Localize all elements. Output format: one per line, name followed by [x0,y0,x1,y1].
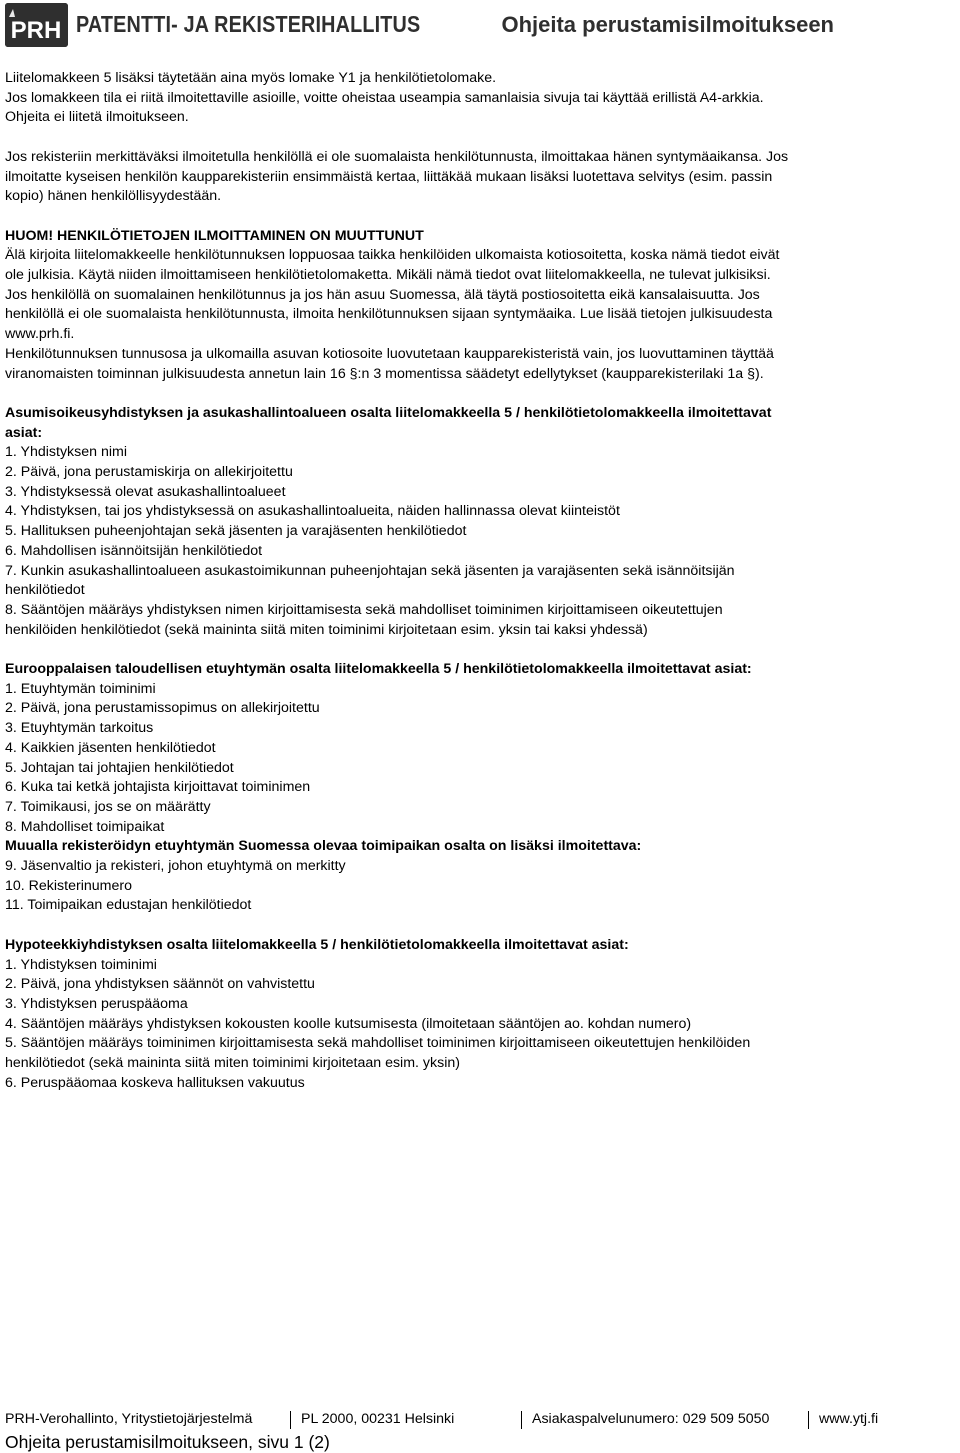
eeig-sub-heading: Muualla rekisteröidyn etuyhtymän Suomessa olevaa toimipaikan osalta on lisäksi ilmoitettava: [5,838,642,855]
notice-line: Älä kirjoita liitelomakkeelle henkilötunnuksen loppuosaa taikka henkilöiden ulkomaista kotiosoitetta, koska nämä tiedot eivät [5,247,780,264]
page-footer [5,1410,955,1453]
list-item: 5. Sääntöjen määräys toiminimen kirjoittamisesta sekä mahdolliset toiminimen kirjoittamiseen oikeutettujen henkilöiden [5,1035,751,1052]
list-item: 1. Yhdistyksen nimi [5,444,127,461]
list-item: 6. Kuka tai ketkä johtajista kirjoittavat toiminimen [5,779,311,796]
page-header [0,0,960,52]
list-item: 6. Mahdollisen isännöitsijän henkilötiedot [5,542,263,559]
birthdate-line: ilmoitatte kyseisen henkilön kaupparekisteriin ensimmäistä kertaa, liittäkää mukaan lisäksi luotettava selvitys (esim. passin [5,168,773,185]
prh-logo-icon [5,3,68,47]
list-item: henkilöiden henkilötiedot (sekä maininta siitä miten toiminimi kirjoitetaan esim. yksin tai kaksi yhdessä) [5,621,648,638]
list-item: henkilötiedot [5,582,85,599]
list-item: 3. Yhdistyksen peruspääoma [5,995,188,1012]
list-item: 11. Toimipaikan edustajan henkilötiedot [5,897,252,914]
notice-section [5,227,950,385]
footer-phone: Asiakaspalvelunumero: 029 509 5050 [532,1411,770,1427]
list-item: 2. Päivä, jona perustamiskirja on allekirjoitettu [5,464,293,481]
organization-name: PATENTTI- JA REKISTERIHALLITUS [76,11,421,37]
list-item: 7. Toimikausi, jos se on määrätty [5,798,211,815]
footer-website-link[interactable]: www.ytj.fi [819,1411,879,1427]
list-item: 4. Yhdistyksen, tai jos yhdistyksessä on asukashallintoalueita, näiden hallinnassa olevat kiinteistöt [5,503,620,520]
list-item: 1. Etuyhtymän toiminimi [5,680,156,697]
list-item: 2. Päivä, jona perustamissopimus on allekirjoitettu [5,700,320,717]
intro-line: Liitelomakkeen 5 lisäksi täytetään aina myös lomake Y1 ja henkilötietolomake. [5,70,497,86]
notice-line: ole julkisia. Käytä niiden ilmoittamiseen henkilötietolomaketta. Mikäli nämä tiedot ovat liitelomakkeella, ne tulevat julkisiksi. [5,267,771,283]
housing-heading: Asumisoikeusyhdistyksen ja asukashallintoalueen osalta liitelomakkeella 5 / henkilötietolomakkeella ilmoitettavat [5,404,772,421]
list-item: 1. Yhdistyksen toiminimi [5,956,157,973]
list-item: 7. Kunkin asukashallintoalueen asukastoimikunnan puheenjohtajan sekä jäsenten ja varajäsenten sekä isännöitsijän [5,562,735,579]
prh-logo [5,3,68,47]
footer-contact-row [5,1410,955,1430]
notice-line: viranomaisten toiminnan julkisuudesta annetun lain 16 §:n 3 momentissa säädetyt edellytykset (kaupparekisterilaki 1a §). [5,365,764,382]
list-item: 8. Sääntöjen määräys yhdistyksen nimen kirjoittamisesta sekä mahdolliset toiminimen kirjoittamiseen oikeutettujen [5,601,723,618]
notice-heading: HUOM! HENKILÖTIETOJEN ILMOITTAMINEN ON MUUTTUNUT [5,227,424,244]
list-item: 5. Johtajan tai johtajien henkilötiedot [5,759,234,776]
footer-divider [521,1411,522,1429]
footer-divider [808,1411,809,1429]
notice-line: Henkilötunnuksen tunnusosa ja ulkomailla asuvan kotiosoite luovutetaan kaupparekisteristä vain, jos luovuttaminen täyttää [5,345,774,362]
list-item: 6. Peruspääomaa koskeva hallituksen vakuutus [5,1074,305,1091]
mortgage-heading: Hypoteekkiyhdistyksen osalta liitelomakkeella 5 / henkilötietolomakkeella ilmoitettavat asiat: [5,936,629,953]
document-title: Ohjeita perustamisilmoitukseen [501,12,834,37]
housing-heading: asiat: [5,424,43,441]
footer-divider [290,1411,291,1429]
housing-section [5,404,950,640]
document-body [5,69,950,1093]
list-item: henkilötiedot (sekä maininta siitä miten toiminimi kirjoitetaan esim. yksin) [5,1055,460,1072]
eeig-section [5,660,950,916]
notice-line: www.prh.fi. [5,326,75,343]
mortgage-section [5,936,950,1094]
list-item: 9. Jäsenvaltio ja rekisteri, johon etuyhtymä on merkitty [5,858,346,875]
list-item: 2. Päivä, jona yhdistyksen säännöt on vahvistettu [5,976,315,993]
footer-address: PL 2000, 00231 Helsinki [301,1411,455,1427]
birthdate-line: Jos rekisteriin merkittäväksi ilmoitetulla henkilöllä ei ole suomalaista henkilötunnusta, ilmoittakaa hänen syntymäaikansa. Jos [5,148,789,165]
eeig-heading: Eurooppalaisen taloudellisen etuyhtymän osalta liitelomakkeella 5 / henkilötietolomakkeella ilmoitettavat asiat: [5,661,752,678]
list-item: 5. Hallituksen puheenjohtajan sekä jäsenten ja varajäsenten henkilötiedot [5,523,467,540]
list-item: 10. Rekisterinumero [5,877,132,894]
intro-section [5,69,950,207]
list-item: 3. Yhdistyksessä olevat asukashallintoalueet [5,483,286,500]
intro-line: Jos lomakkeen tila ei riitä ilmoitettaville asioille, voitte oheistaa useampia samanlaisia sivuja tai käyttää erillistä A4-arkkia. [5,89,764,106]
list-item: 4. Kaikkien jäsenten henkilötiedot [5,739,216,756]
notice-line: henkilöllä ei ole suomalaista henkilötunnusta, ilmoita henkilötunnuksen sijaan syntymäaika. Lue lisää tietojen julkisuudesta [5,306,773,323]
page-number: Ohjeita perustamisilmoitukseen, sivu 1 (2) [5,1431,330,1452]
birthdate-line: kopio) hänen henkilöllisyydestään. [5,188,222,205]
logo-text: PRH [10,17,62,44]
list-item: 8. Mahdolliset toimipaikat [5,818,165,835]
list-item: 3. Etuyhtymän tarkoitus [5,720,154,737]
intro-line: Ohjeita ei liitetä ilmoitukseen. [5,109,189,126]
notice-line: Jos henkilöllä on suomalainen henkilötunnus ja jos hän asuu Suomessa, älä täytä postiosoitetta eikä kansalaisuutta. Jos [5,286,760,303]
footer-organization: PRH-Verohallinto, Yritystietojärjestelmä [5,1411,253,1427]
list-item: 4. Sääntöjen määräys yhdistyksen kokousten koolle kutsumisesta (ilmoitetaan sääntöjen ao. kohdan numero) [5,1015,692,1032]
